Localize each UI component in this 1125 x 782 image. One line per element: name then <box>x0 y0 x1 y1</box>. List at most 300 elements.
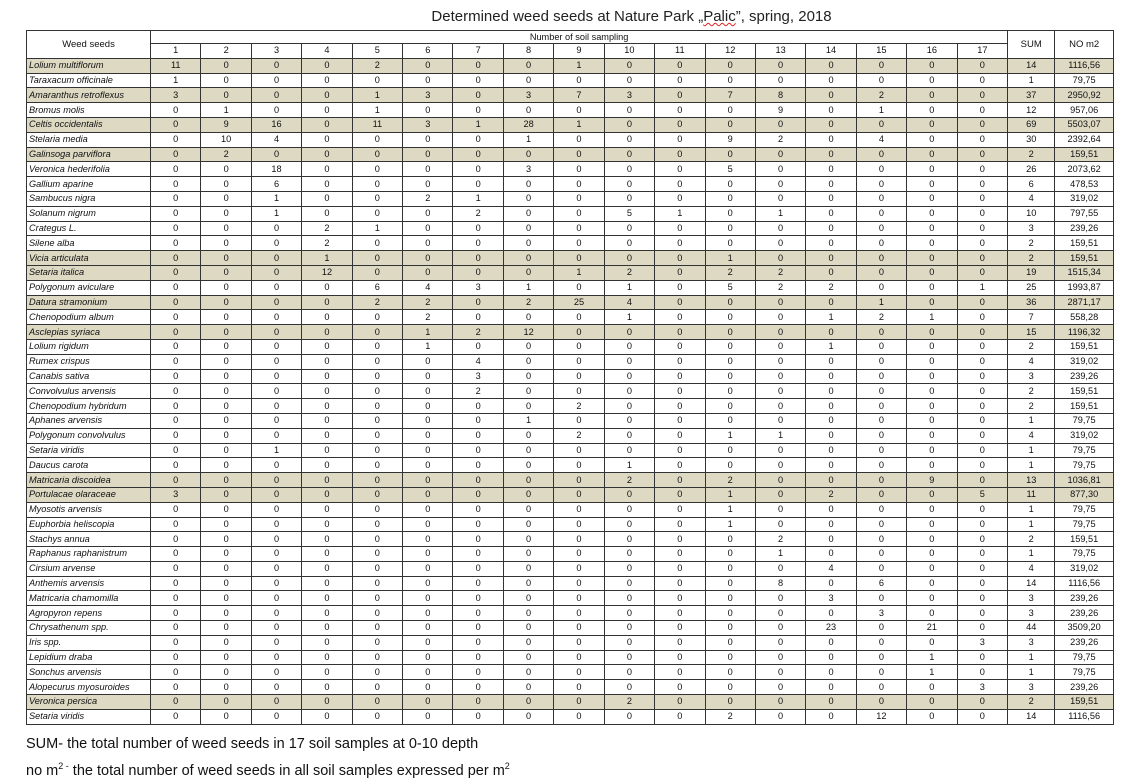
sample-count-cell: 0 <box>503 680 553 695</box>
sample-count-cell: 1 <box>151 73 201 88</box>
sample-count-cell: 0 <box>403 621 453 636</box>
sample-count-cell: 0 <box>655 399 705 414</box>
sample-count-cell: 0 <box>201 58 251 73</box>
sample-count-cell: 0 <box>806 295 856 310</box>
sample-count-cell: 0 <box>251 532 301 547</box>
sample-count-cell: 0 <box>453 665 503 680</box>
table-row <box>27 384 1114 399</box>
sample-count-cell: 0 <box>604 58 654 73</box>
table-row <box>27 532 1114 547</box>
sample-count-cell: 0 <box>604 502 654 517</box>
sample-count-cell: 0 <box>604 251 654 266</box>
table-row <box>27 547 1114 562</box>
sample-count-cell: 0 <box>151 325 201 340</box>
sum-cell: 3 <box>1008 221 1055 236</box>
table-body <box>27 58 1114 724</box>
sample-count-cell: 0 <box>403 251 453 266</box>
sample-count-cell: 0 <box>856 58 906 73</box>
sample-count-cell: 0 <box>503 576 553 591</box>
no-m2-cell: 79,75 <box>1055 665 1114 680</box>
sample-count-cell: 0 <box>705 221 755 236</box>
sum-cell: 10 <box>1008 206 1055 221</box>
sample-count-cell: 1 <box>907 650 957 665</box>
sample-count-cell: 2 <box>604 265 654 280</box>
sample-count-cell: 4 <box>806 561 856 576</box>
sample-count-cell: 0 <box>907 206 957 221</box>
sample-count-cell: 0 <box>453 606 503 621</box>
sample-count-cell: 0 <box>907 458 957 473</box>
sample-count-cell: 0 <box>957 532 1008 547</box>
sample-count-cell: 10 <box>201 132 251 147</box>
sample-count-cell: 0 <box>806 88 856 103</box>
sample-count-cell: 0 <box>151 606 201 621</box>
sample-count-cell: 7 <box>554 88 604 103</box>
sample-count-cell: 0 <box>907 547 957 562</box>
sample-count-cell: 0 <box>907 221 957 236</box>
no-m2-cell: 319,02 <box>1055 191 1114 206</box>
sample-count-cell: 0 <box>705 532 755 547</box>
table-row <box>27 280 1114 295</box>
no-m2-cell: 159,51 <box>1055 695 1114 710</box>
sample-count-cell: 1 <box>251 191 301 206</box>
sample-count-cell: 0 <box>453 132 503 147</box>
table-row <box>27 428 1114 443</box>
sample-count-cell: 0 <box>655 221 705 236</box>
header-number-of-soil-sampling: Number of soil sampling <box>151 31 1008 44</box>
sample-count-cell: 0 <box>604 399 654 414</box>
sample-count-cell: 1 <box>705 487 755 502</box>
sample-count-cell: 0 <box>403 103 453 118</box>
sample-count-cell: 0 <box>251 680 301 695</box>
sample-count-cell: 0 <box>705 236 755 251</box>
sample-count-cell: 0 <box>403 73 453 88</box>
table-row <box>27 339 1114 354</box>
sample-count-cell: 0 <box>655 695 705 710</box>
sample-count-cell: 0 <box>957 576 1008 591</box>
sample-count-cell: 0 <box>453 443 503 458</box>
sample-count-cell: 1 <box>251 443 301 458</box>
sample-count-cell: 0 <box>907 354 957 369</box>
weed-name-cell: Polygonum convolvulus <box>27 428 151 443</box>
sample-count-cell: 21 <box>907 621 957 636</box>
weed-name-cell: Celtis occidentalis <box>27 117 151 132</box>
sample-count-cell: 0 <box>151 650 201 665</box>
sample-count-cell: 3 <box>453 369 503 384</box>
sample-count-cell: 0 <box>604 606 654 621</box>
weed-name-cell: Alopecurus myosuroides <box>27 680 151 695</box>
sum-cell: 36 <box>1008 295 1055 310</box>
sample-count-cell: 0 <box>554 191 604 206</box>
sample-count-cell: 0 <box>503 428 553 443</box>
sample-count-cell: 0 <box>554 547 604 562</box>
sample-count-cell: 0 <box>856 591 906 606</box>
sample-count-cell: 0 <box>201 576 251 591</box>
sample-count-cell: 0 <box>201 591 251 606</box>
sample-count-cell: 0 <box>705 413 755 428</box>
sample-count-cell: 0 <box>957 621 1008 636</box>
weed-name-cell: Iris spp. <box>27 635 151 650</box>
sample-count-cell: 0 <box>453 487 503 502</box>
sample-count-cell: 0 <box>957 339 1008 354</box>
sample-count-cell: 16 <box>251 117 301 132</box>
sample-count-cell: 2 <box>755 132 805 147</box>
sample-count-cell: 0 <box>453 88 503 103</box>
sample-count-cell: 0 <box>251 58 301 73</box>
sample-count-cell: 0 <box>503 517 553 532</box>
sample-count-cell: 0 <box>554 177 604 192</box>
sample-count-cell: 0 <box>755 502 805 517</box>
sample-count-cell: 0 <box>151 443 201 458</box>
sample-count-cell: 0 <box>806 147 856 162</box>
sample-count-cell: 1 <box>352 221 402 236</box>
sample-count-cell: 0 <box>705 606 755 621</box>
sample-count-cell: 0 <box>251 621 301 636</box>
sample-count-cell: 0 <box>403 428 453 443</box>
sample-count-cell: 0 <box>302 591 352 606</box>
sample-count-cell: 0 <box>655 117 705 132</box>
sample-count-cell: 0 <box>302 147 352 162</box>
sample-count-cell: 0 <box>151 399 201 414</box>
sample-count-cell: 0 <box>705 147 755 162</box>
sample-count-cell: 2 <box>453 384 503 399</box>
sample-count-cell: 0 <box>705 635 755 650</box>
sample-count-cell: 0 <box>352 621 402 636</box>
sample-count-cell: 0 <box>352 709 402 724</box>
sample-count-cell: 0 <box>856 265 906 280</box>
sample-count-cell: 0 <box>604 635 654 650</box>
sample-count-cell: 0 <box>604 162 654 177</box>
no-m2-cell: 159,51 <box>1055 339 1114 354</box>
sample-count-cell: 0 <box>755 73 805 88</box>
sum-cell: 1 <box>1008 458 1055 473</box>
sample-count-cell: 0 <box>957 413 1008 428</box>
sample-count-cell: 0 <box>705 650 755 665</box>
sample-count-cell: 0 <box>655 280 705 295</box>
sample-count-cell: 0 <box>453 177 503 192</box>
header-sum: SUM <box>1008 31 1055 59</box>
no-m2-cell: 239,26 <box>1055 680 1114 695</box>
header-sample-14: 14 <box>806 44 856 59</box>
sample-count-cell: 0 <box>302 443 352 458</box>
sample-count-cell: 0 <box>957 369 1008 384</box>
sample-count-cell: 0 <box>151 709 201 724</box>
sample-count-cell: 0 <box>403 487 453 502</box>
sample-count-cell: 0 <box>251 295 301 310</box>
sample-count-cell: 0 <box>503 547 553 562</box>
sample-count-cell: 0 <box>604 591 654 606</box>
sample-count-cell: 0 <box>201 295 251 310</box>
sample-count-cell: 0 <box>201 162 251 177</box>
table-row <box>27 413 1114 428</box>
sample-count-cell: 0 <box>453 709 503 724</box>
no-m2-cell: 319,02 <box>1055 428 1114 443</box>
sample-count-cell: 0 <box>503 591 553 606</box>
sample-count-cell: 0 <box>403 265 453 280</box>
sample-count-cell: 0 <box>655 413 705 428</box>
sample-count-cell: 0 <box>705 576 755 591</box>
sample-count-cell: 0 <box>302 58 352 73</box>
sample-count-cell: 1 <box>705 251 755 266</box>
weed-name-cell: Bromus molis <box>27 103 151 118</box>
sample-count-cell: 0 <box>151 665 201 680</box>
sample-count-cell: 0 <box>503 443 553 458</box>
sample-count-cell: 0 <box>655 369 705 384</box>
sample-count-cell: 0 <box>251 73 301 88</box>
sample-count-cell: 0 <box>806 103 856 118</box>
sum-cell: 1 <box>1008 413 1055 428</box>
sum-cell: 37 <box>1008 88 1055 103</box>
sample-count-cell: 0 <box>705 310 755 325</box>
sample-count-cell: 0 <box>907 443 957 458</box>
header-sample-13: 13 <box>755 44 805 59</box>
sample-count-cell: 0 <box>201 635 251 650</box>
sample-count-cell: 0 <box>201 665 251 680</box>
sample-count-cell: 0 <box>151 177 201 192</box>
sample-count-cell: 0 <box>655 487 705 502</box>
table-row <box>27 606 1114 621</box>
sample-count-cell: 0 <box>604 103 654 118</box>
table-row <box>27 665 1114 680</box>
sample-count-cell: 0 <box>907 339 957 354</box>
sample-count-cell: 0 <box>755 177 805 192</box>
sample-count-cell: 0 <box>453 221 503 236</box>
sample-count-cell: 0 <box>201 428 251 443</box>
sample-count-cell: 2 <box>755 532 805 547</box>
sample-count-cell: 11 <box>352 117 402 132</box>
sample-count-cell: 0 <box>655 191 705 206</box>
sample-count-cell: 3 <box>503 88 553 103</box>
sample-count-cell: 0 <box>302 369 352 384</box>
sum-cell: 1 <box>1008 443 1055 458</box>
sample-count-cell: 0 <box>302 561 352 576</box>
header-sample-10: 10 <box>604 44 654 59</box>
sample-count-cell: 0 <box>403 547 453 562</box>
sample-count-cell: 0 <box>302 413 352 428</box>
sample-count-cell: 0 <box>856 517 906 532</box>
sample-count-cell: 0 <box>453 561 503 576</box>
weed-name-cell: Taraxacum officinale <box>27 73 151 88</box>
sample-count-cell: 0 <box>503 399 553 414</box>
sample-count-cell: 0 <box>806 606 856 621</box>
sample-count-cell: 0 <box>604 680 654 695</box>
sample-count-cell: 0 <box>403 695 453 710</box>
sample-count-cell: 0 <box>705 561 755 576</box>
sum-cell: 2 <box>1008 251 1055 266</box>
sample-count-cell: 0 <box>201 621 251 636</box>
sample-count-cell: 0 <box>705 206 755 221</box>
sample-count-cell: 1 <box>201 103 251 118</box>
sample-count-cell: 0 <box>856 369 906 384</box>
sample-count-cell: 3 <box>856 606 906 621</box>
sample-count-cell: 0 <box>201 191 251 206</box>
sum-cell: 1 <box>1008 517 1055 532</box>
sample-count-cell: 0 <box>705 191 755 206</box>
sample-count-cell: 0 <box>604 428 654 443</box>
sum-cell: 14 <box>1008 58 1055 73</box>
sample-count-cell: 12 <box>856 709 906 724</box>
table-row <box>27 443 1114 458</box>
sample-count-cell: 0 <box>403 635 453 650</box>
sample-count-cell: 0 <box>755 117 805 132</box>
sample-count-cell: 0 <box>957 132 1008 147</box>
footnotes <box>26 733 510 782</box>
no-m2-cell: 79,75 <box>1055 517 1114 532</box>
sample-count-cell: 0 <box>403 206 453 221</box>
sample-count-cell: 0 <box>856 532 906 547</box>
sample-count-cell: 0 <box>554 680 604 695</box>
sample-count-cell: 0 <box>403 221 453 236</box>
no-m2-cell: 79,75 <box>1055 73 1114 88</box>
sample-count-cell: 0 <box>957 103 1008 118</box>
sample-count-cell: 0 <box>503 147 553 162</box>
sample-count-cell: 12 <box>302 265 352 280</box>
header-sample-1: 1 <box>151 44 201 59</box>
sample-count-cell: 1 <box>604 280 654 295</box>
sample-count-cell: 0 <box>151 576 201 591</box>
sample-count-cell: 0 <box>302 517 352 532</box>
sample-count-cell: 0 <box>503 206 553 221</box>
sample-count-cell: 0 <box>755 58 805 73</box>
sample-count-cell: 0 <box>957 665 1008 680</box>
sample-count-cell: 6 <box>251 177 301 192</box>
sample-count-cell: 0 <box>503 709 553 724</box>
sample-count-cell: 0 <box>705 458 755 473</box>
sample-count-cell: 0 <box>554 635 604 650</box>
sample-count-cell: 1 <box>554 265 604 280</box>
sample-count-cell: 0 <box>554 369 604 384</box>
sample-count-cell: 0 <box>856 399 906 414</box>
sample-count-cell: 0 <box>907 117 957 132</box>
sample-count-cell: 1 <box>806 339 856 354</box>
weed-name-cell: Crategus L. <box>27 221 151 236</box>
sample-count-cell: 0 <box>957 236 1008 251</box>
sample-count-cell: 0 <box>655 251 705 266</box>
sample-count-cell: 0 <box>705 354 755 369</box>
sample-count-cell: 0 <box>604 117 654 132</box>
sample-count-cell: 0 <box>352 443 402 458</box>
no-m2-cell: 1196,32 <box>1055 325 1114 340</box>
sample-count-cell: 1 <box>856 295 906 310</box>
sum-cell: 44 <box>1008 621 1055 636</box>
table-row <box>27 695 1114 710</box>
sample-count-cell: 0 <box>201 221 251 236</box>
sample-count-cell: 3 <box>151 487 201 502</box>
sample-count-cell: 0 <box>201 354 251 369</box>
sample-count-cell: 0 <box>251 251 301 266</box>
sample-count-cell: 0 <box>655 58 705 73</box>
sample-count-cell: 0 <box>806 517 856 532</box>
sum-cell: 2 <box>1008 695 1055 710</box>
sample-count-cell: 0 <box>352 650 402 665</box>
sample-count-cell: 0 <box>403 650 453 665</box>
sample-count-cell: 0 <box>251 354 301 369</box>
sample-count-cell: 0 <box>453 576 503 591</box>
sample-count-cell: 0 <box>403 458 453 473</box>
sample-count-cell: 0 <box>151 354 201 369</box>
sample-count-cell: 0 <box>907 561 957 576</box>
sample-count-cell: 0 <box>554 280 604 295</box>
sample-count-cell: 0 <box>856 384 906 399</box>
weed-name-cell: Datura stramonium <box>27 295 151 310</box>
sample-count-cell: 0 <box>907 369 957 384</box>
title-suffix: ”, spring, 2018 <box>735 8 832 25</box>
sample-count-cell: 0 <box>302 473 352 488</box>
sample-count-cell: 0 <box>201 339 251 354</box>
sample-count-cell: 0 <box>403 532 453 547</box>
sample-count-cell: 0 <box>302 177 352 192</box>
sum-cell: 3 <box>1008 606 1055 621</box>
sample-count-cell: 0 <box>403 709 453 724</box>
sample-count-cell: 0 <box>604 339 654 354</box>
sample-count-cell: 1 <box>503 280 553 295</box>
sample-count-cell: 0 <box>957 517 1008 532</box>
sum-cell: 12 <box>1008 103 1055 118</box>
no-m2-cell: 2073,62 <box>1055 162 1114 177</box>
sample-count-cell: 0 <box>403 369 453 384</box>
table-row <box>27 73 1114 88</box>
sample-count-cell: 0 <box>201 206 251 221</box>
sample-count-cell: 0 <box>151 621 201 636</box>
no-m2-cell: 1116,56 <box>1055 58 1114 73</box>
sample-count-cell: 0 <box>251 369 301 384</box>
weed-name-cell: Matricaria chamomilla <box>27 591 151 606</box>
sample-count-cell: 2 <box>302 236 352 251</box>
sample-count-cell: 0 <box>201 709 251 724</box>
weed-name-cell: Gallium aparine <box>27 177 151 192</box>
sample-count-cell: 0 <box>503 236 553 251</box>
sample-count-cell: 2 <box>352 58 402 73</box>
no-m2-cell: 2871,17 <box>1055 295 1114 310</box>
no-m2-cell: 159,51 <box>1055 251 1114 266</box>
sum-cell: 26 <box>1008 162 1055 177</box>
sample-count-cell: 0 <box>806 117 856 132</box>
sample-count-cell: 0 <box>755 443 805 458</box>
sample-count-cell: 0 <box>604 132 654 147</box>
sample-count-cell: 0 <box>755 517 805 532</box>
sample-count-cell: 0 <box>352 339 402 354</box>
sample-count-cell: 1 <box>352 103 402 118</box>
weed-name-cell: Rumex crispus <box>27 354 151 369</box>
sum-cell: 15 <box>1008 325 1055 340</box>
sample-count-cell: 0 <box>957 502 1008 517</box>
sample-count-cell: 12 <box>503 325 553 340</box>
sample-count-cell: 0 <box>655 532 705 547</box>
sample-count-cell: 2 <box>403 310 453 325</box>
sample-count-cell: 0 <box>201 251 251 266</box>
sample-count-cell: 8 <box>755 576 805 591</box>
sample-count-cell: 0 <box>856 251 906 266</box>
sample-count-cell: 0 <box>302 650 352 665</box>
sample-count-cell: 0 <box>604 487 654 502</box>
sample-count-cell: 0 <box>755 251 805 266</box>
sample-count-cell: 0 <box>302 709 352 724</box>
sample-count-cell: 0 <box>453 236 503 251</box>
sample-count-cell: 2 <box>856 88 906 103</box>
weed-name-cell: Myosotis arvensis <box>27 502 151 517</box>
sample-count-cell: 0 <box>554 310 604 325</box>
sample-count-cell: 0 <box>302 487 352 502</box>
sample-count-cell: 0 <box>856 621 906 636</box>
sample-count-cell: 4 <box>251 132 301 147</box>
sample-count-cell: 0 <box>655 310 705 325</box>
sample-count-cell: 0 <box>856 635 906 650</box>
sample-count-cell: 0 <box>352 458 402 473</box>
weed-name-cell: Lepidium draba <box>27 650 151 665</box>
sample-count-cell: 3 <box>806 591 856 606</box>
sample-count-cell: 0 <box>604 561 654 576</box>
sample-count-cell: 0 <box>806 547 856 562</box>
sample-count-cell: 2 <box>755 280 805 295</box>
